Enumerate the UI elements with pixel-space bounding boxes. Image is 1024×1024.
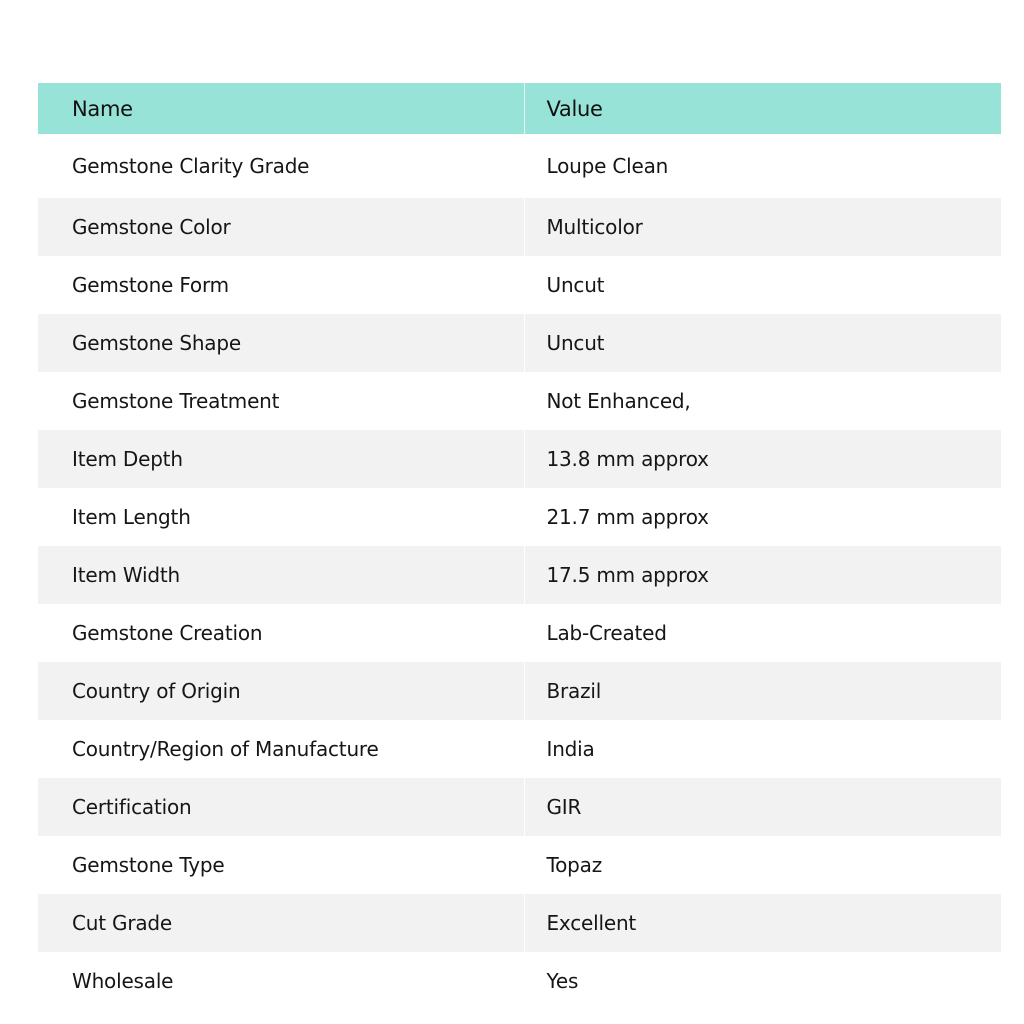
table-header bbox=[38, 83, 1001, 134]
row-value-cell: Uncut bbox=[524, 314, 1001, 372]
row-value-cell: Loupe Clean bbox=[524, 134, 1001, 198]
row-value-cell: 21.7 mm approx bbox=[524, 488, 1001, 546]
table-body bbox=[38, 134, 1001, 1010]
table-row bbox=[38, 546, 1001, 604]
row-value-cell: Multicolor bbox=[524, 198, 1001, 256]
row-name-cell: Country/Region of Manufacture bbox=[38, 720, 524, 778]
row-value-cell: Not Enhanced, bbox=[524, 372, 1001, 430]
table-row bbox=[38, 952, 1001, 1010]
table-row bbox=[38, 372, 1001, 430]
table-row bbox=[38, 662, 1001, 720]
row-name-cell: Gemstone Treatment bbox=[38, 372, 524, 430]
table-row bbox=[38, 314, 1001, 372]
row-name-cell: Item Depth bbox=[38, 430, 524, 488]
row-name-cell: Gemstone Shape bbox=[38, 314, 524, 372]
row-name-cell: Certification bbox=[38, 778, 524, 836]
table-row bbox=[38, 720, 1001, 778]
row-value-cell: 17.5 mm approx bbox=[524, 546, 1001, 604]
table-row bbox=[38, 256, 1001, 314]
column-header-value: Value bbox=[524, 83, 1001, 134]
column-header-name: Name bbox=[38, 83, 524, 134]
row-name-cell: Wholesale bbox=[38, 952, 524, 1010]
row-name-cell: Cut Grade bbox=[38, 894, 524, 952]
row-name-cell: Gemstone Color bbox=[38, 198, 524, 256]
row-name-cell: Gemstone Form bbox=[38, 256, 524, 314]
table-row bbox=[38, 198, 1001, 256]
row-value-cell: Topaz bbox=[524, 836, 1001, 894]
row-name-cell: Gemstone Creation bbox=[38, 604, 524, 662]
row-value-cell: Yes bbox=[524, 952, 1001, 1010]
row-value-cell: Excellent bbox=[524, 894, 1001, 952]
table-row bbox=[38, 894, 1001, 952]
row-value-cell: Uncut bbox=[524, 256, 1001, 314]
item-specifics-table bbox=[38, 83, 1001, 1010]
row-value-cell: GIR bbox=[524, 778, 1001, 836]
row-value-cell: Lab-Created bbox=[524, 604, 1001, 662]
row-name-cell: Item Length bbox=[38, 488, 524, 546]
row-name-cell: Item Width bbox=[38, 546, 524, 604]
header-row bbox=[38, 83, 1001, 134]
row-value-cell: India bbox=[524, 720, 1001, 778]
table-row bbox=[38, 488, 1001, 546]
table-row bbox=[38, 778, 1001, 836]
row-name-cell: Gemstone Type bbox=[38, 836, 524, 894]
row-value-cell: 13.8 mm approx bbox=[524, 430, 1001, 488]
row-name-cell: Country of Origin bbox=[38, 662, 524, 720]
table-row bbox=[38, 604, 1001, 662]
row-name-cell: Gemstone Clarity Grade bbox=[38, 134, 524, 198]
table-row bbox=[38, 836, 1001, 894]
table-row bbox=[38, 430, 1001, 488]
row-value-cell: Brazil bbox=[524, 662, 1001, 720]
table-row bbox=[38, 134, 1001, 198]
